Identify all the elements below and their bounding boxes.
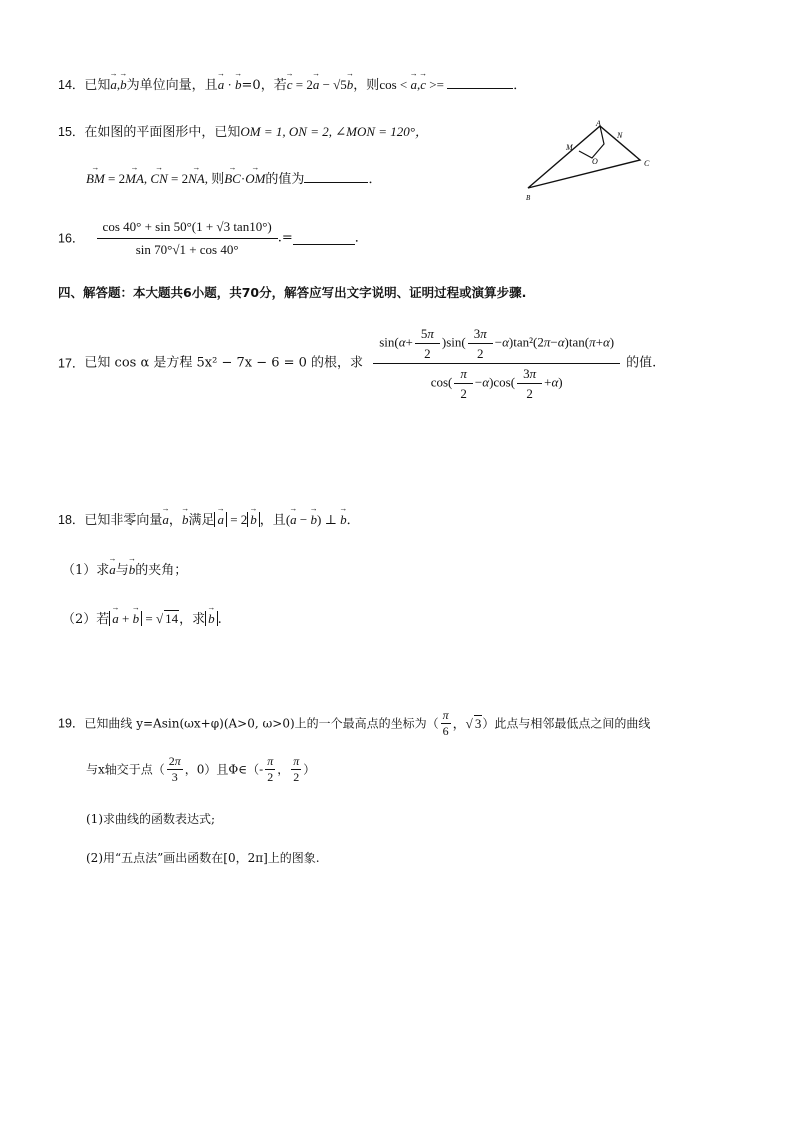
question-number: 14． — [58, 78, 85, 92]
q16-denominator: sin 70°√1 + cos 40° — [135, 242, 239, 257]
label-o: O — [592, 157, 598, 166]
question-15 — [58, 123, 428, 142]
vector-b: → b — [120, 76, 127, 94]
q17-fraction — [373, 326, 620, 401]
question-number: 18． — [58, 513, 85, 527]
question-18: 18．已知非零向量→ a，→ b满足→ a = 2→ b ，且(→ a − → b) ⊥ → b． — [58, 511, 360, 530]
label-m: M — [566, 143, 573, 152]
answer-blank[interactable] — [293, 232, 355, 245]
label-a: A — [596, 119, 601, 128]
question-19-line-2: 与x轴交于点（ $\frac{2\pi}{3}$ ，0）且Φ∈（- $\frac{\pi}{2}$ ， $\frac{\pi}{2}$ ） — [86, 754, 316, 784]
question-number: 17． — [58, 356, 85, 371]
vector-a: → a — [110, 76, 117, 94]
triangle-figure — [522, 118, 662, 208]
question-14: 14．已知→ a,→ b为单位向量，且→ a · → b=0，若→ c = 2→ a − √5→ b，则cos < → a,→ c >= ． — [58, 76, 526, 95]
question-19-part-2: (2)用“五点法”画出函数在[0，2π]上的图象. — [86, 851, 320, 865]
q15-line-1: 在如图的平面图形中，已知 — [84, 125, 241, 140]
quadrilateral-moan — [579, 126, 604, 158]
q15-condition: OM = 1, ON = 2, ∠MON = 120°， — [240, 124, 428, 139]
section-heading: 四、解答题：本大题共6小题，共70分，解答应写出文字说明、证明过程或演算步骤. — [58, 285, 527, 300]
question-16: 16． $\frac{\cos 40^\circ + \sin 50^\circ(1 + √3 \tan 10^\circ)}{\sin 70^\circ√1 + \cos 40^\circ}$ .= ． — [58, 219, 368, 257]
q14-text-4: ，则 — [353, 78, 380, 93]
label-c: C — [644, 159, 650, 168]
question-18-part-1: （1）求→ a与→ b的夹角； — [62, 561, 187, 580]
question-number: 15． — [58, 125, 85, 139]
q16-numerator: cos 40° + sin 50°(1 + √3 tan10°) — [97, 218, 278, 239]
answer-blank[interactable] — [447, 76, 513, 89]
vector-c: → c — [287, 76, 293, 94]
q16-fraction — [97, 218, 278, 259]
question-18-part-2: （2）若→ a + → b = √ 14，求→ b . — [62, 610, 222, 629]
q14-text-3: =0，若 — [241, 78, 287, 93]
q14-text-1: 已知 — [84, 78, 111, 93]
label-n: N — [617, 131, 623, 140]
question-number: 19． — [58, 716, 85, 731]
question-19: 19．已知曲线 y=Asin(ωx+φ)(A>0, ω>0)上的一个最高点的坐标为（ $\frac{\pi}{6}$ ，√ 3）此点与相邻最低点之间的曲线 — [58, 708, 651, 738]
answer-blank[interactable] — [304, 170, 368, 183]
vector-a-dot: → a — [218, 76, 225, 94]
question-17: 17．已知 cos α 是方程 5x² − 7x − 6 = 0 的根，求 sin(α+ $\frac{5\pi}{2}$ )sin( $\frac{3\pi}{2}$ −α)tan²(2π−α)tan(π+α) cos( $\frac{\pi}{2}$ −α)cos( $\frac{3\pi}{2}$ +α) 的值. — [58, 326, 657, 401]
q17-denominator: cos( $\frac{\pi}{2}$ −α)cos( $\frac{3\pi}{2}$ +α) — [430, 366, 563, 401]
q14-text-2: 为单位向量，且 — [126, 78, 218, 93]
q17-numerator: sin(α+ $\frac{5\pi}{2}$ )sin( $\frac{3\pi}{2}$ −α)tan²(2π−α)tan(π+α) — [373, 326, 620, 364]
question-15-line-2: → BM = 2→ MA, → CN = 2→ NA, 则→ BC·→ OM的值为 ． — [86, 170, 381, 189]
question-19-part-1: (1)求曲线的函数表达式; — [86, 812, 216, 826]
question-number: 16． — [58, 231, 85, 246]
label-b: B — [526, 194, 531, 202]
triangle-abc — [528, 126, 640, 188]
